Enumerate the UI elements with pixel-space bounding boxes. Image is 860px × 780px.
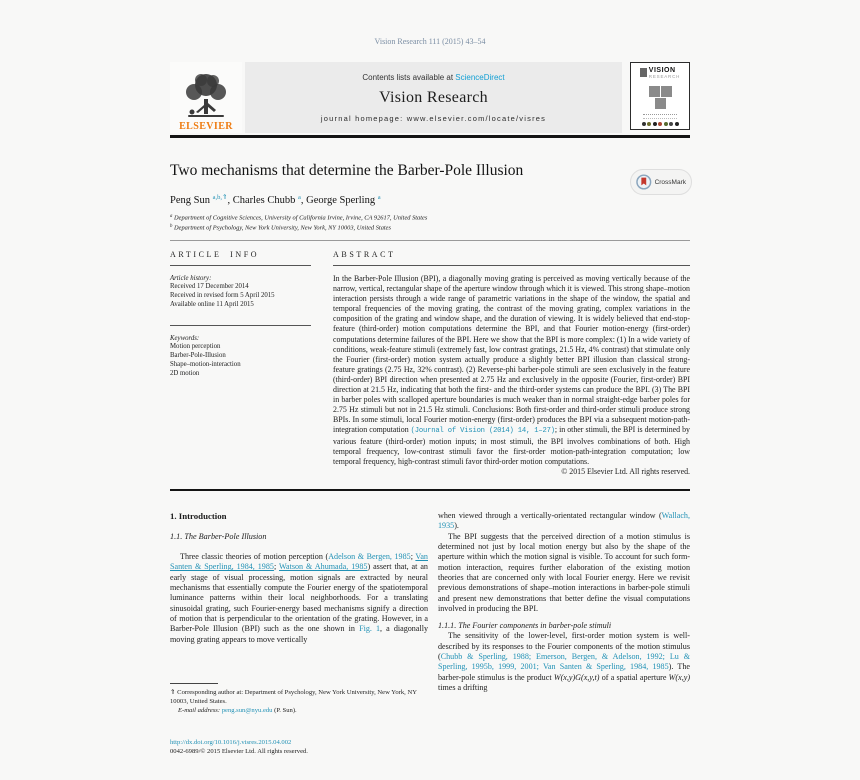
cover-dots <box>642 122 679 126</box>
cover-header <box>640 67 680 80</box>
history-entry: Received 17 December 2014 <box>170 283 249 290</box>
keyword: Barber-Pole-Illusion <box>170 352 226 360</box>
issn-copyright-line: 0042-6989/© 2015 Elsevier Ltd. All rights reserved. <box>170 748 308 756</box>
affiliations <box>170 213 427 233</box>
cover-title: VISION <box>648 67 676 74</box>
body-text: ). <box>454 521 459 531</box>
email-line <box>170 707 434 716</box>
affiliation-sup: a <box>170 214 173 219</box>
author-affiliation-sup[interactable]: a <box>377 194 381 201</box>
body-right-column <box>438 511 690 694</box>
corresponding-author-text: ⇑ Corresponding author at: Department of Psychology, New York University, New York, NY 10003, United States. <box>170 689 417 705</box>
citation-link[interactable]: Wallach, 1935 <box>438 511 690 531</box>
paragraph <box>438 511 690 532</box>
crossmark-icon <box>636 174 652 190</box>
affiliation-sup: b <box>170 224 173 230</box>
footnote-divider <box>170 683 218 684</box>
email-link[interactable]: peng.sun@nyu.edu <box>221 706 273 714</box>
journal-banner <box>245 62 622 133</box>
body-text: The sensitivity of the lower-level, first-order motion system is well-described by its responses to the Fourier components of the motion stimulus ( <box>438 631 690 662</box>
body-left-column <box>170 511 428 645</box>
abstract-heading: ABSTRACT <box>333 250 396 259</box>
divider <box>170 325 311 326</box>
body-text: times a drifting <box>438 683 488 693</box>
cover-subtitle: RESEARCH <box>648 74 681 79</box>
body-text: of a spatial aperture <box>599 672 669 682</box>
email-label: E-mail address: <box>178 706 222 714</box>
keyword: 2D motion <box>170 369 200 377</box>
crossmark-badge[interactable] <box>630 169 692 195</box>
affiliation-text: Department of Cognitive Sciences, University of California Irvine, Irvine, CA 92617, United States <box>172 214 428 222</box>
journal-cover-thumbnail[interactable] <box>630 62 690 130</box>
author-name: Peng Sun <box>170 195 213 206</box>
corresponding-author-footnote <box>170 683 434 715</box>
abstract-text <box>333 274 690 467</box>
subsection-heading-barber-pole: 1.1. The Barber-Pole Illusion <box>170 532 267 541</box>
keywords-label: Keywords: <box>170 335 200 343</box>
abstract-text: In the Barber-Pole Illusion (BPI), a diagonally moving grating is perceived as moving vertically because of the narrow, vertical, rectangular shape of the aperture window through which it is viewed. This strong shape–motion interaction persists through a wide range of parametric variations in the shape of the window, the spatial and temporal frequencies of the moving grating, the contrast of the moving grating, complex variations in the composition of the grating and window shape, and the duration of viewing. It is widely believed that end-stop-feature (third-order) motion computations determine the BPI, and that Fourier motion-energy (first-order) computations determine failures of the BPI. Here we show that the BPI is more complex: (1) In a wide variety of conditions, weak-feature stimuli (extremely fast, low contrast gratings, 21.5 Hz, 4% contrast) that stimulate only the Fourier (first-order) motion system actually produce a slightly better BPI illusion than classical strong-feature gratings (2.75 Hz, 32% contrast). (2) Reverse-phi barber-pole stimuli are seen exclusively in the feature (third-order) BPI direction when presented at 2.75 Hz and exclusively in the opposite (Fourier, first-order) BPI direction at 21.5 Hz, indicating that both the first- and the third-order systems can produce the BPI. (3) The BPI in barber poles with scalloped aperture boundaries is much weaker than in normal straight-edge barber poles for 2.75 Hz stimuli but not in 21.5 Hz stimuli. Conclusions: Both first-order and third-order stimuli produce strong BPIs. In some stimuli, local Fourier motion-energy (first-order) produces the BPI via a subsequent motion-path-integration computation <box>333 274 690 435</box>
history-entry: Available online 11 April 2015 <box>170 300 254 308</box>
cover-fine-print <box>643 114 677 119</box>
paragraph <box>170 552 428 645</box>
subsection-heading-fourier: 1.1.1. The Fourier components in barber-pole stimuli <box>438 621 612 631</box>
body-text: , a diagonally moving grating appears to move vertically <box>170 624 428 644</box>
journal-header <box>170 62 690 133</box>
abstract-column <box>333 250 690 476</box>
cover-publisher-icon <box>640 68 647 77</box>
contents-line <box>362 73 504 82</box>
email-suffix: (P. Sun). <box>272 706 297 714</box>
page-title: Two mechanisms that determine the Barber-Pole Illusion <box>170 162 524 179</box>
doi-link[interactable]: http://dx.doi.org/10.1016/j.visres.2015.04.002 <box>170 739 292 746</box>
history-label: Article history: <box>170 275 212 282</box>
journal-homepage-link[interactable]: journal homepage: www.elsevier.com/locate/visres <box>320 113 547 123</box>
article-info-heading: ARTICLE INFO <box>170 250 260 259</box>
citation-link[interactable]: Adelson & Bergen, 1985 <box>328 552 411 561</box>
history-entry: Received in revised form 5 April 2015 <box>170 291 275 299</box>
elsevier-logo[interactable] <box>170 62 242 133</box>
body-text: Three classic theories of motion perception ( <box>180 552 329 561</box>
article-info-column <box>170 250 311 379</box>
citation-link[interactable]: Van Santen & Sperling, 1984, 1985 <box>170 552 428 572</box>
keyword: Motion perception <box>170 343 221 351</box>
affiliation-text: Department of Psychology, New York University, New York, NY 10003, United States <box>172 224 391 232</box>
header-divider <box>170 135 690 138</box>
running-head-citation[interactable]: Vision Research 111 (2015) 43–54 <box>374 37 486 46</box>
affiliation <box>170 223 427 233</box>
body-text: when viewed through a vertically-orientated rectangular window ( <box>438 511 662 520</box>
section-heading-introduction: 1. Introduction <box>170 511 227 521</box>
abstract-text: ; in other stimuli, the BPI is determined by various feature (third-order) motion inputs; in most stimuli, the BPI involves combinations of both. High temporal frequency, low-contrast stimuli favor the first-order motion-path-integration computation; low temporal frequency, high-contrast stimuli favor third-order motion computations. <box>333 425 690 466</box>
citation-link[interactable]: Chubb & Sperling, 1988; Emerson, Bergen, & Adelson, 1992; Lu & Sperling, 1995b, 1999, 2001; Van Santen & Sperling, 1984, 1985 <box>438 652 690 672</box>
cover-artwork <box>647 86 673 109</box>
paragraph: The BPI suggests that the perceived direction of a motion stimulus is determined not just by local motion energy but also by the shape of the aperture within which the motion signal is visible. To account for such form-motion interaction, requires further elaboration of the existing motion theories that are concerned only with local Fourier energy. Here we revisit previous demonstrations of shape–motion interactions in barber-pole stimuli and present new demonstrations that better define the visual computations involved in producing the BPI. <box>438 531 690 614</box>
elsevier-tree-icon <box>180 72 232 122</box>
sciencedirect-link[interactable]: ScienceDirect <box>455 72 505 82</box>
math-expression: W(x,y) <box>668 672 691 682</box>
author-line <box>170 193 381 206</box>
keyword: Shape–motion-interaction <box>170 360 241 368</box>
copyright-line: © 2015 Elsevier Ltd. All rights reserved. <box>561 466 690 476</box>
body-text: ) assert that, at an early stage of visual processing, motion signals are extracted by neural mechanisms that essentially compute the Fourier energy of the spatiotemporal luminance patterns within their local neighborhoods. For a translating sinusoidal grating, such Fourier-energy based mechanisms signify a direction of motion that is perpendicular to the orientation of the grating. However, in a Barber-Pole Illusion (BPI) such as the one shown in <box>170 562 428 634</box>
contents-prefix: Contents lists available at <box>362 72 456 82</box>
doi-block <box>170 738 434 756</box>
divider <box>333 265 690 266</box>
citation-link[interactable]: Watson & Ahumada, 1985 <box>279 562 368 572</box>
crossmark-label: CrossMark <box>654 178 686 186</box>
author-name: , George Sperling <box>300 195 378 206</box>
body-text: ). The barber-pole stimulus is the product <box>438 662 690 682</box>
figure-link[interactable]: Fig. 1 <box>359 624 381 634</box>
journal-title: Vision Research <box>379 88 488 106</box>
body-text: ; <box>410 552 416 561</box>
elsevier-wordmark: ELSEVIER <box>179 121 233 132</box>
author-affiliation-sup[interactable]: a,b,⇑ <box>212 194 228 201</box>
paragraph <box>438 631 690 693</box>
author-affiliation-sup[interactable]: a <box>298 194 301 201</box>
body-text: ; <box>273 562 279 572</box>
divider <box>170 265 311 266</box>
author-name: , Charles Chubb <box>227 195 299 206</box>
affiliation <box>170 213 427 223</box>
title-divider <box>170 240 690 241</box>
math-expression: W(x,y)G(x,y,t) <box>553 672 600 682</box>
journal-reference-link[interactable]: (Journal of Vision (2014) 14, 1–27) <box>410 427 555 436</box>
abstract-divider <box>170 489 690 491</box>
